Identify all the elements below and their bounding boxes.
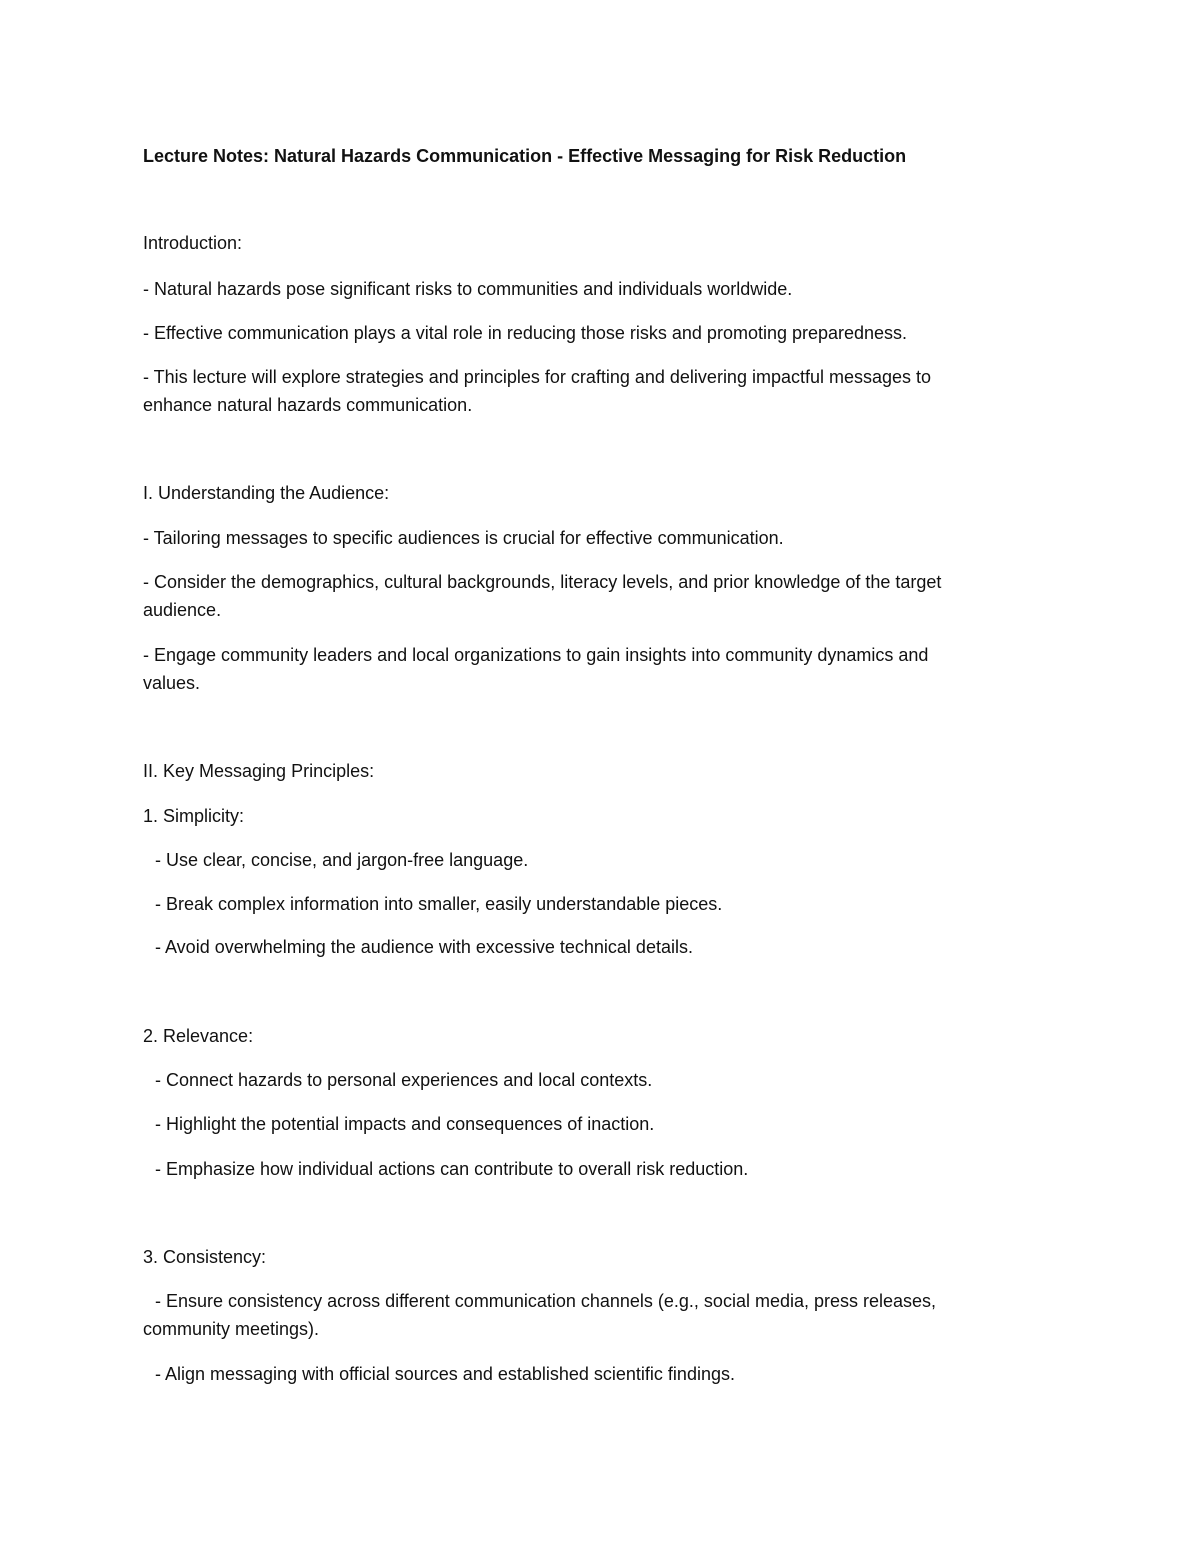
audience-point-continued: values. [143, 673, 201, 693]
introduction-point-continued: enhance natural hazards communication. [143, 395, 473, 415]
simplicity-heading: 1. Simplicity: [143, 806, 245, 826]
consistency-point-continued: community meetings). [143, 1319, 320, 1339]
consistency-point: - Ensure consistency across different communication channels (e.g., social media, press releases, [155, 1291, 937, 1311]
consistency-point: - Align messaging with official sources and established scientific findings. [155, 1364, 735, 1384]
document-title: Lecture Notes: Natural Hazards Communication - Effective Messaging for Risk Reduction [143, 146, 907, 166]
introduction-point: - Natural hazards pose significant risks to communities and individuals worldwide. [143, 279, 793, 299]
principles-heading: II. Key Messaging Principles: [143, 761, 375, 781]
introduction-heading: Introduction: [143, 233, 243, 253]
simplicity-point: - Avoid overwhelming the audience with excessive technical details. [155, 937, 693, 957]
audience-point: - Engage community leaders and local organizations to gain insights into community dynamics and [143, 645, 929, 665]
introduction-point: - Effective communication plays a vital role in reducing those risks and promoting preparedness. [143, 323, 908, 343]
relevance-heading: 2. Relevance: [143, 1026, 254, 1046]
audience-point-continued: audience. [143, 600, 222, 620]
introduction-point: - This lecture will explore strategies and principles for crafting and delivering impactful messages to [143, 367, 932, 387]
relevance-point: - Highlight the potential impacts and consequences of inaction. [155, 1114, 655, 1134]
relevance-point: - Emphasize how individual actions can contribute to overall risk reduction. [155, 1159, 749, 1179]
audience-point: - Tailoring messages to specific audiences is crucial for effective communication. [143, 528, 784, 548]
audience-point: - Consider the demographics, cultural backgrounds, literacy levels, and prior knowledge of the target [143, 572, 942, 592]
simplicity-point: - Use clear, concise, and jargon-free language. [155, 850, 529, 870]
consistency-heading: 3. Consistency: [143, 1247, 267, 1267]
relevance-point: - Connect hazards to personal experiences and local contexts. [155, 1070, 653, 1090]
audience-heading: I. Understanding the Audience: [143, 483, 390, 503]
simplicity-point: - Break complex information into smaller, easily understandable pieces. [155, 894, 723, 914]
